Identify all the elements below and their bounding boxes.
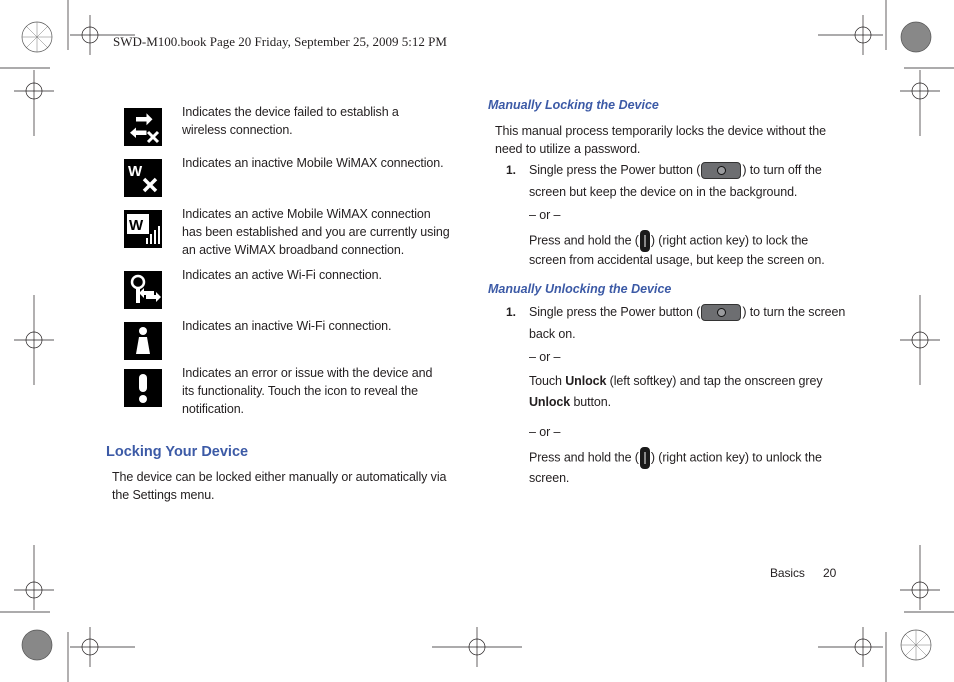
wimax-active-icon xyxy=(124,210,162,248)
subsection-title-manual-unlock: Manually Unlocking the Device xyxy=(488,282,672,296)
unlock-step-key xyxy=(529,447,822,469)
unlock-label: Unlock xyxy=(529,395,571,409)
right-action-key-icon xyxy=(640,230,650,252)
lock-step-key xyxy=(529,230,808,252)
unlock-step-touch-cont xyxy=(529,393,611,411)
unlock-step-touch xyxy=(529,372,822,390)
lock-step-power-cont: screen but keep the device on in the background. xyxy=(529,185,798,199)
text-segment: ) to turn off the xyxy=(742,163,822,177)
text-segment: ) to turn the screen xyxy=(742,305,846,319)
icon-desc-wifi-active: Indicates an active Wi-Fi connection. xyxy=(182,268,382,282)
lock-step-power xyxy=(529,161,822,179)
icon-desc-error: Indicates an error or issue with the device and its functionality. Touch the icon to reveal the notification. xyxy=(182,366,433,416)
lock-step-key-cont: screen from accidental usage, but keep the screen on. xyxy=(529,253,825,267)
or-separator: – or – xyxy=(529,350,561,364)
wifi-active-icon xyxy=(124,271,162,309)
manual-lock-intro: This manual process temporarily locks the device without the need to utilize a password. xyxy=(495,124,826,156)
right-action-key-icon xyxy=(640,447,650,469)
page-number: 20 xyxy=(823,566,837,580)
unlock-step-power-cont: back on. xyxy=(529,327,576,341)
text-segment: Touch xyxy=(529,374,566,388)
step-number: 1. xyxy=(506,305,516,319)
section-title-locking: Locking Your Device xyxy=(106,444,249,460)
power-button-icon xyxy=(701,304,741,321)
subsection-title-manual-lock: Manually Locking the Device xyxy=(488,98,659,112)
svg-text:W: W xyxy=(128,163,143,180)
or-separator: – or – xyxy=(529,208,561,222)
book-header: SWD-M100.book Page 20 Friday, September 25, 2009 5:12 PM xyxy=(113,34,447,49)
icon-desc-wireless-failed: Indicates the device failed to establish a wireless connection. xyxy=(182,105,399,137)
unlock-step-key-cont: screen. xyxy=(529,471,570,485)
or-separator: – or – xyxy=(529,425,561,439)
wimax-inactive-icon xyxy=(124,159,162,197)
text-segment: Press and hold the ( xyxy=(529,450,639,465)
step-number: 1. xyxy=(506,163,516,177)
wifi-inactive-icon xyxy=(124,322,162,360)
unlock-step-power xyxy=(529,303,845,321)
icon-desc-wimax-active: Indicates an active Mobile WiMAX connection has been established and you are currently using an active WiMAX broadband connection. xyxy=(182,207,450,257)
text-segment: ) (right action key) to lock the xyxy=(650,233,809,248)
locking-body: The device can be locked either manually or automatically via the Settings menu. xyxy=(112,470,447,502)
error-alert-icon[interactable] xyxy=(124,369,162,407)
text-segment: Single press the Power button ( xyxy=(529,163,701,177)
svg-text:W: W xyxy=(129,217,144,234)
text-segment: Press and hold the ( xyxy=(529,233,639,248)
icon-desc-wifi-inactive: Indicates an inactive Wi-Fi connection. xyxy=(182,319,392,333)
text-segment: (left softkey) and tap the onscreen grey xyxy=(606,374,823,388)
wireless-failed-icon xyxy=(124,108,162,146)
icon-desc-wimax-inactive: Indicates an inactive Mobile WiMAX connection. xyxy=(182,156,444,170)
footer-section: Basics xyxy=(770,566,805,580)
text-segment: Single press the Power button ( xyxy=(529,305,701,319)
text-segment: ) (right action key) to unlock the xyxy=(650,450,822,465)
power-button-icon xyxy=(701,162,741,179)
unlock-label: Unlock xyxy=(565,374,607,388)
text-segment: button. xyxy=(570,395,611,409)
